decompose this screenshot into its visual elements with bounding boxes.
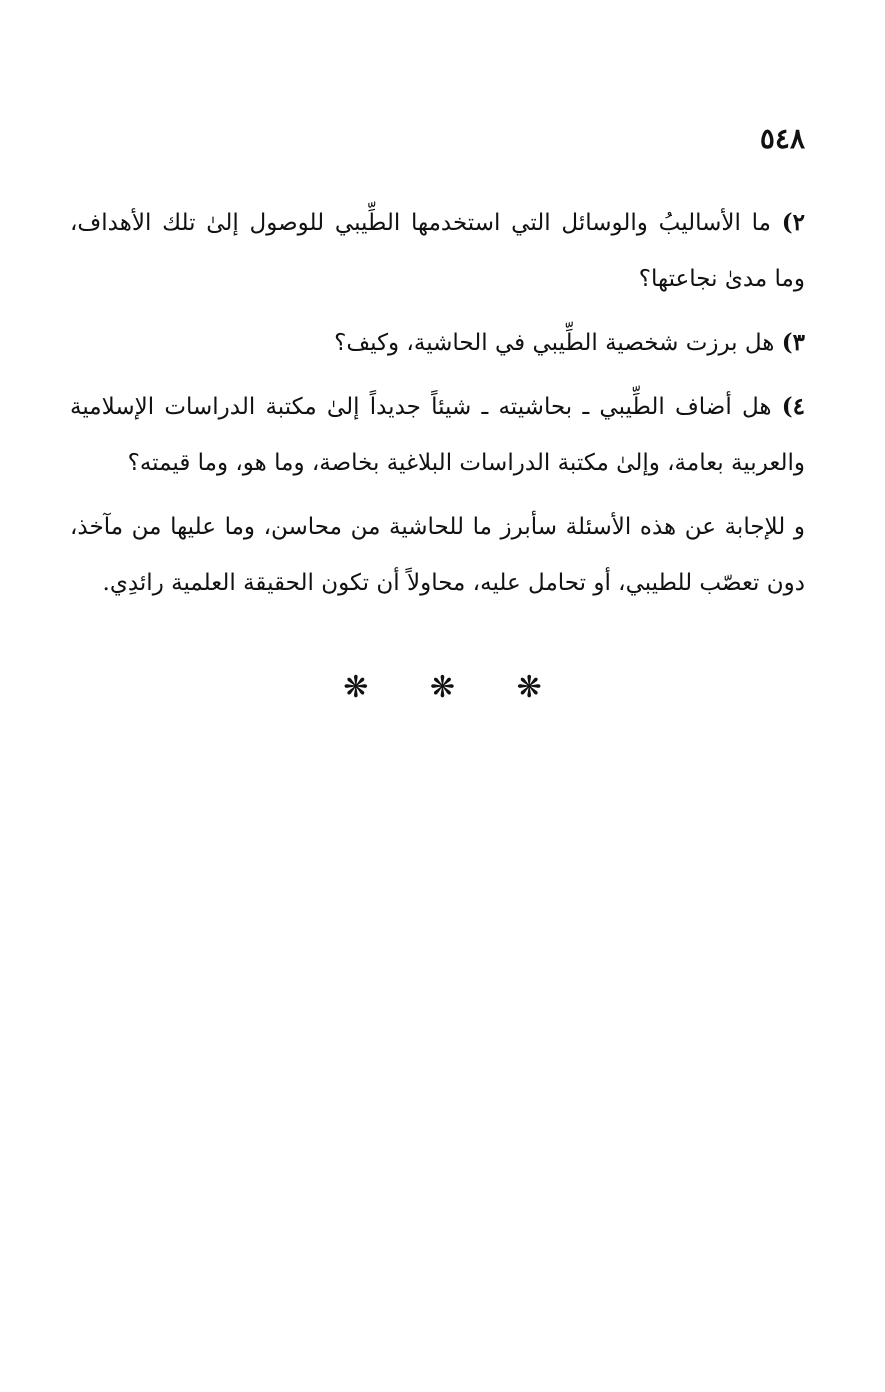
question-2-paragraph <box>70 195 805 307</box>
question-2-number: ٢) <box>781 209 806 236</box>
page-number: ٥٤٨ <box>759 122 805 155</box>
question-3-text: هل برزت شخصية الطِّيبي في الحاشية، وكيف؟ <box>334 330 775 356</box>
asterism-icon: ❋ <box>343 670 369 705</box>
section-separator <box>0 670 885 705</box>
asterism-icon: ❋ <box>516 670 542 705</box>
question-4-text: هل أضاف الطِّيبي ـ بحاشيته ـ شيئاً جديداً إلىٰ مكتبة الدراسات الإسلامية والعربية بعامة، وإلىٰ مكتبة الدراسات البلاغية بخاصة، وما هو، وما قيمته؟ <box>70 394 805 476</box>
question-3-number: ٣) <box>781 329 805 356</box>
conclusion-paragraph <box>70 499 805 611</box>
question-2-text: ما الأساليبُ والوسائل التي استخدمها الطِّيبي للوصول إلىٰ تلك الأهداف، وما مدىٰ نجاعتها؟ <box>70 210 805 292</box>
conclusion-text: و للإجابة عن هذه الأسئلة سأبرز ما للحاشية من محاسن، وما عليها من مآخذ، دون تعصّب للطيبي، أو تحامل عليه، محاولاً أن تكون الحقيقة العلمية رائدِي. <box>70 514 805 596</box>
question-3-paragraph <box>70 315 805 371</box>
question-4-number: ٤) <box>781 393 805 420</box>
body-text <box>70 195 805 619</box>
asterism-icon: ❋ <box>429 670 456 705</box>
question-4-paragraph <box>70 379 805 491</box>
